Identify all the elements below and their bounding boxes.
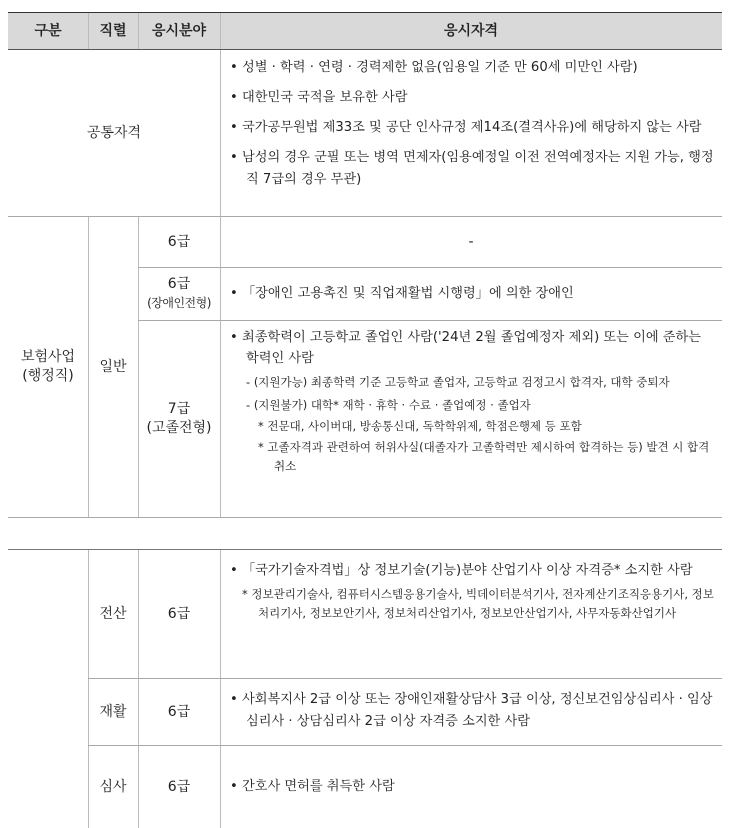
common-item: • 대한민국 국적을 보유한 사람: [230, 90, 408, 105]
grade-it: 6급: [167, 605, 191, 622]
header-series: 직렬: [99, 22, 127, 39]
row-border: [138, 267, 722, 268]
header-qualification: 응시자격: [443, 22, 499, 39]
grid-line: [220, 550, 221, 828]
grade-7: [138, 321, 220, 517]
rehab-qualification: • 사회복지사 2급 이상 또는 장애인재활상담사 3급 이상, 정신보건임상심리사 · 임상심리사 · 상담심리사 2급 이상 자격증 소지한 사람: [230, 692, 713, 729]
row-border: [138, 320, 722, 321]
header-category: 구분: [34, 22, 62, 39]
grade-7-qualification: • 최종학력이 고등학교 졸업인 사람('24년 2월 졸업예정자 제외) 또는 이에 준하는 학력인 사람 - (지원가능) 최종학력 기준 고등학교 졸업자, 고등학교 검정고시 합격자, 대학 중퇴자 - (지원불가) 대학* 재학 · 휴학 · 수료 · 졸업예정 · 졸업자 * 전문대, 사이버대, 방송통신대, 독학학위제, 학점은행제 등 포함 * 고졸자격과 관련하여 허위사실(대졸자가 고졸학력만 제시하여 합격하는 등) 발견 시 합격 취소: [230, 330, 710, 473]
grid-line: [220, 50, 221, 216]
grid-line: [138, 13, 139, 49]
category-line: (행정직): [22, 368, 74, 384]
insurance-series: 일반: [99, 358, 127, 375]
common-item: • 남성의 경우 군필 또는 병역 면제자(임용예정일 이전 전역예정자는 지원 가능, 행정직 7급의 경우 무관): [230, 150, 714, 187]
grade-6-disabled: [138, 268, 220, 320]
series-rehab: 재활: [99, 703, 127, 720]
header-field: 응시분야: [151, 22, 207, 39]
grade-line: 7급: [167, 401, 191, 417]
grid-line: [88, 13, 89, 49]
common-item: • 국가공무원법 제33조 및 공단 인사규정 제14조(결격사유)에 해당하지 않는 사람: [230, 120, 702, 135]
grade-6-qualification: -: [468, 233, 474, 250]
grade-line: 6급: [167, 276, 191, 292]
grade-line: (고졸전형): [146, 420, 212, 436]
grade-rehab: 6급: [167, 703, 191, 720]
grade-6: 6급: [167, 233, 191, 250]
common-qualifications: [230, 57, 714, 191]
table-bottom-border: [8, 517, 722, 518]
grid-line: [220, 13, 221, 49]
common-item: • 성별 · 학력 · 연령 · 경력제한 없음(임용일 기준 만 60세 미만인 사람): [230, 60, 638, 75]
insurance-category: [8, 217, 88, 517]
series-review: 심사: [99, 778, 127, 795]
common-category: 공통자격: [86, 124, 142, 141]
grade-6-disabled-qualification: • 「장애인 고용촉진 및 직업재활법 시행령」에 의한 장애인: [230, 286, 574, 301]
review-qualification: • 간호사 면허를 취득한 사람: [230, 779, 395, 794]
it-qualification: • 「국가기술자격법」상 정보기술(기능)분야 산업기사 이상 자격증* 소지한 사람 * 정보관리기술사, 컴퓨터시스템응용기술사, 빅데이터분석기사, 전자계산기조직응용기사, 정보처리기사, 정보보안기사, 정보처리산업기사, 정보보안산업기사, 사무자동화산업기사: [230, 563, 714, 620]
series-it: 전산: [99, 605, 127, 622]
category-line: 보험사업: [20, 349, 76, 365]
grade-line: (장애인전형): [147, 296, 211, 310]
grade-review: 6급: [167, 778, 191, 795]
